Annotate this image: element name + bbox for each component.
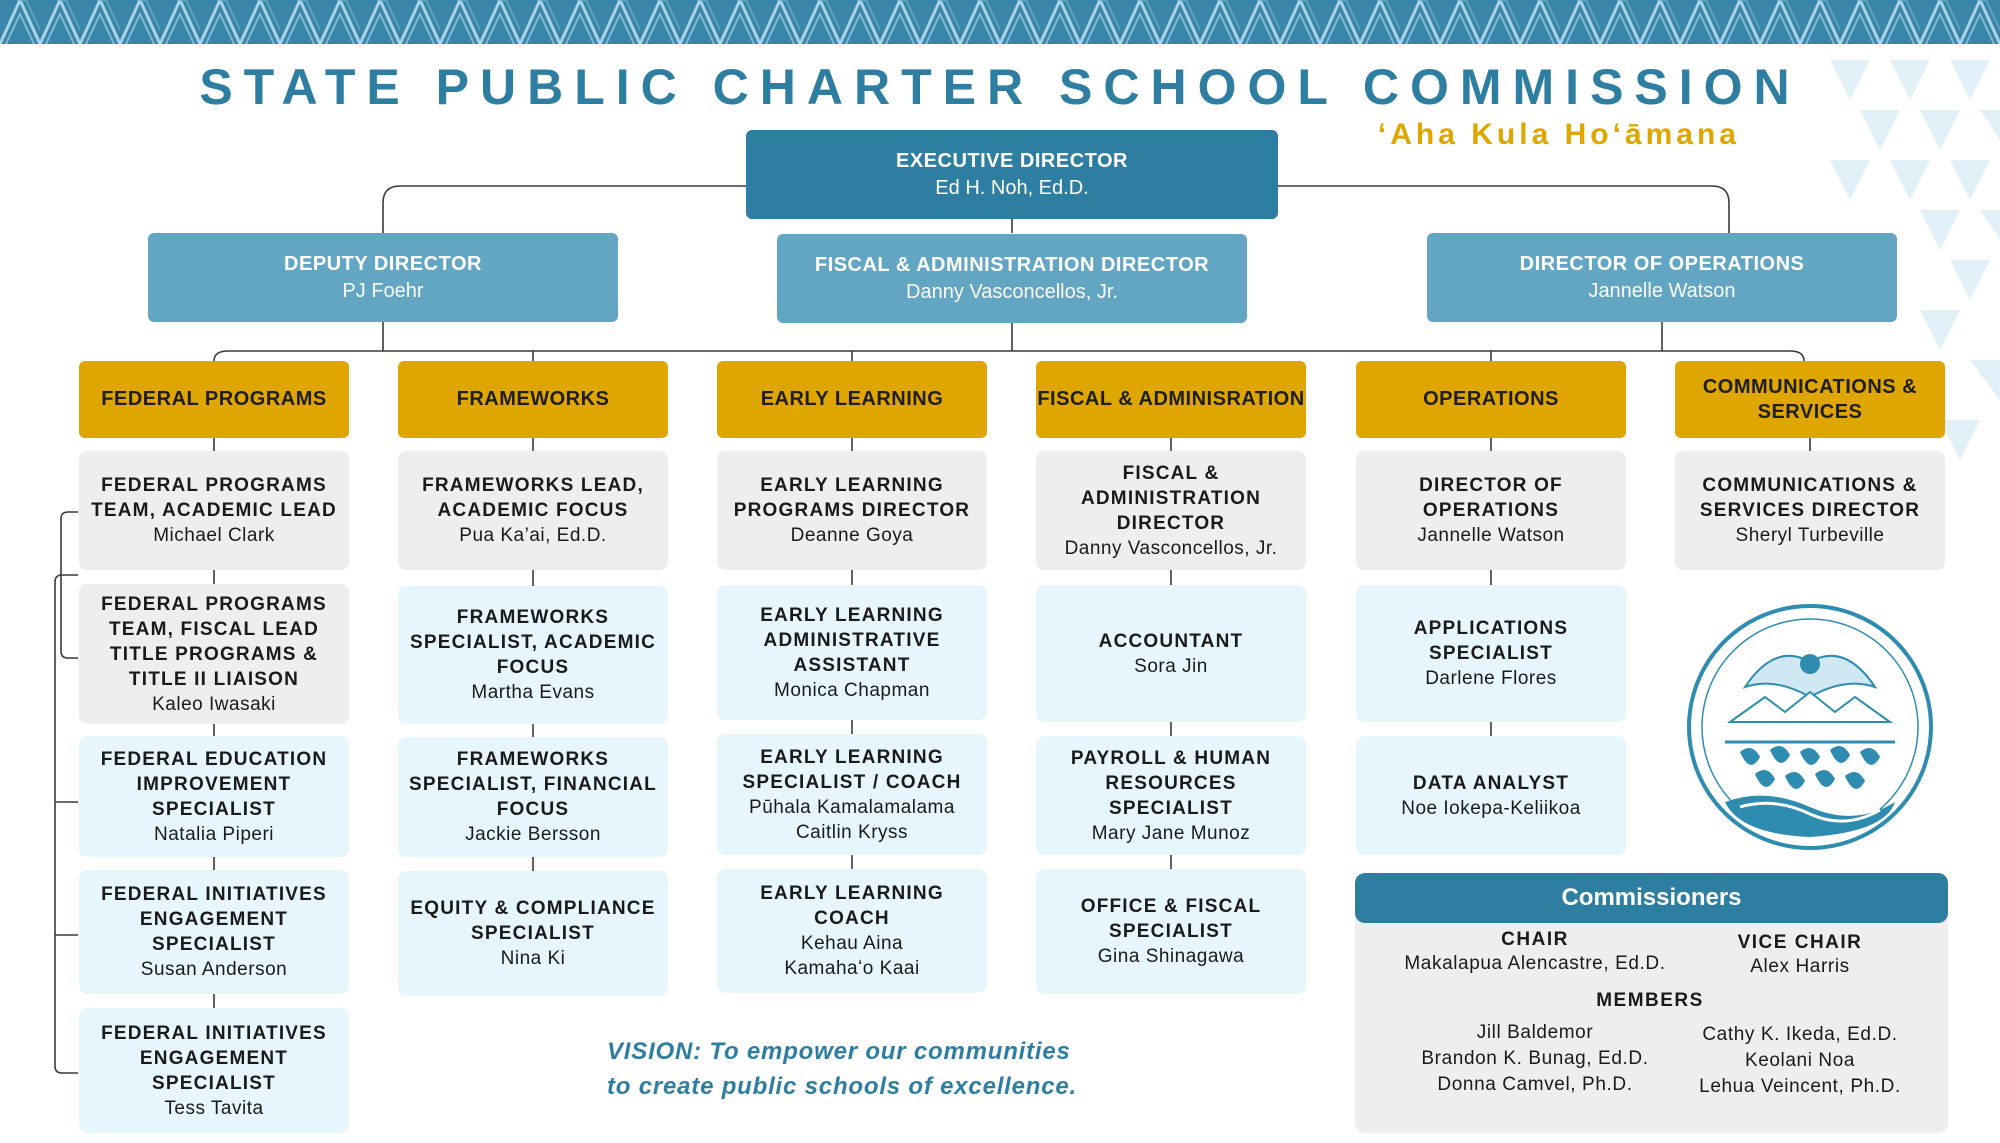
chair-name: Makalapua Alencastre, Ed.D. [1404,953,1666,974]
member-name: Keolani Noa [1744,1050,1856,1071]
executive-name: Ed H. Noh, Ed.D. [935,176,1089,199]
staff-role: PAYROLL & HUMAN RESOURCES SPECIALIST [1070,747,1272,819]
staff-card [1036,585,1306,722]
page-subtitle: ʻAha Kula Hoʻāmana [1377,118,1740,151]
dept-early-learning: EARLY LEARNING [717,361,987,438]
staff-role: DIRECTOR OF OPERATIONS [1419,475,1563,521]
staff-card [79,870,349,994]
member-name: Brandon K. Bunag, Ed.D. [1421,1048,1649,1069]
staff-role: OFFICE & FISCAL SPECIALIST [1080,896,1262,942]
members-right-list [1665,1022,1935,1100]
staff-role: EARLY LEARNING PROGRAMS DIRECTOR [733,475,971,521]
director-role: FISCAL & ADMINISTRATION DIRECTOR [814,253,1210,276]
vision-statement [607,1034,1127,1104]
page-title: STATE PUBLIC CHARTER SCHOOL COMMISSION [199,59,1801,115]
staff-card [79,451,349,570]
executive-director-box [746,130,1278,219]
staff-name: Jackie Bersson [465,824,601,845]
staff-role: EARLY LEARNING ADMINISTRATIVE ASSISTANT [760,604,944,676]
staff-name: Martha Evans [471,682,595,703]
staff-name: Michael Clark [153,525,275,546]
dept-fiscal-administration: FISCAL & ADMINISRATION [1036,361,1306,438]
members-left-list [1395,1020,1675,1098]
staff-name: Noe Iokepa-Keliikoa [1401,797,1581,819]
chair-block [1385,929,1685,977]
staff-card [717,734,987,855]
staff-card [717,869,987,993]
staff-name: Deanne Goya [790,525,914,546]
staff-role: FRAMEWORKS LEAD, ACADEMIC FOCUS [422,475,644,521]
director-name: PJ Foehr [342,279,424,302]
staff-card [1675,451,1945,570]
director-name: Jannelle Watson [1588,279,1736,302]
member-name: Donna Camvel, Ph.D. [1437,1074,1633,1095]
commissioners-title: Commissioners [1355,873,1948,923]
members-label: MEMBERS [1596,990,1704,1011]
staff-role: DATA ANALYST [1412,772,1570,794]
staff-name: Tess Tavita [164,1097,264,1119]
staff-name: Susan Anderson [140,959,288,980]
staff-card [717,585,987,720]
staff-name: Sheryl Turbeville [1735,525,1885,546]
staff-role: FEDERAL EDUCATION IMPROVEMENT SPECIALIST [100,748,328,820]
vision-line-1: VISION: To empower our communities [607,1038,1071,1065]
staff-card [398,451,668,570]
vice-chair-block [1680,932,1920,980]
staff-role: FEDERAL PROGRAMS TEAM, ACADEMIC LEAD [91,475,337,521]
staff-name: Mary Jane Munoz [1091,822,1251,844]
staff-role: COMMUNICATIONS & SERVICES DIRECTOR [1699,475,1921,521]
member-name: Cathy K. Ikeda, Ed.D. [1702,1024,1898,1045]
vice-chair-name: Alex Harris [1750,956,1850,977]
chair-label: CHAIR [1501,929,1569,950]
executive-role: EXECUTIVE DIRECTOR [896,149,1128,172]
staff-role: EARLY LEARNING COACH [760,883,944,929]
staff-name: Darlene Flores [1425,668,1557,689]
staff-name: Monica Chapman [774,679,930,701]
staff-card [1036,736,1306,855]
commission-seal-logo [1685,602,1935,852]
staff-name: Pūhala Kamalamalama [749,796,955,818]
staff-card [79,584,349,724]
staff-name: Kaleo Iwasaki [152,693,276,715]
staff-role: EQUITY & COMPLIANCE SPECIALIST [410,898,656,944]
staff-name: Danny Vasconcellos, Jr. [1064,537,1278,559]
staff-name: Sora Jin [1134,655,1208,677]
vice-chair-label: VICE CHAIR [1737,932,1863,953]
dept-operations: OPERATIONS [1356,361,1626,438]
staff-card [1356,451,1626,570]
dept-frameworks: FRAMEWORKS [398,361,668,438]
staff-card [717,451,987,570]
director-role: DEPUTY DIRECTOR [284,252,482,275]
staff-name: Kehau Aina [800,933,904,954]
staff-role: FEDERAL INITIATIVES ENGAGEMENT SPECIALIST [101,1022,327,1094]
staff-card [1036,451,1306,570]
staff-card [398,586,668,724]
staff-card [398,737,668,857]
staff-card [398,871,668,996]
staff-role: FRAMEWORKS SPECIALIST, ACADEMIC FOCUS [409,607,657,678]
member-name: Lehua Veincent, Ph.D. [1699,1076,1901,1097]
staff-card [79,736,349,857]
director-of-operations-box [1427,233,1897,322]
staff-name: Natalia Piperi [154,823,274,845]
staff-name: Jannelle Watson [1417,525,1565,546]
staff-role: ACCOUNTANT [1098,630,1244,652]
director-name: Danny Vasconcellos, Jr. [906,280,1118,303]
staff-card [1036,869,1306,994]
member-name: Jill Baldemor [1476,1022,1594,1043]
staff-role: APPLICATIONS SPECIALIST [1413,618,1569,664]
dept-federal-programs: FEDERAL PROGRAMS [79,361,349,438]
staff-card [1356,585,1626,722]
staff-card [1356,736,1626,855]
staff-name: Nina Ki [500,948,566,969]
vision-line-2: to create public schools of excellence. [607,1073,1078,1100]
director-role: DIRECTOR OF OPERATIONS [1519,252,1805,275]
dept-communications-services: COMMUNICATIONS & SERVICES [1675,361,1945,438]
staff-name-secondary: Kamahaʻo Kaai [784,958,920,979]
deputy-director-box [148,233,618,322]
staff-role: EARLY LEARNING SPECIALIST / COACH [742,746,962,793]
staff-role: FRAMEWORKS SPECIALIST, FINANCIAL FOCUS [409,749,657,820]
staff-name: Gina Shinagawa [1097,946,1245,967]
staff-name: Pua Ka’ai, Ed.D. [459,525,607,546]
fiscal-admin-director-box [777,234,1247,323]
staff-role: FISCAL & ADMINISTRATION DIRECTOR [1080,462,1262,534]
staff-name-secondary: Caitlin Kryss [795,821,909,843]
staff-role: FEDERAL INITIATIVES ENGAGEMENT SPECIALIST [101,884,327,955]
staff-card [79,1008,349,1133]
staff-role: FEDERAL PROGRAMS TEAM, FISCAL LEAD TITLE PROGRAMS & TITLE II LIAISON [101,593,327,690]
